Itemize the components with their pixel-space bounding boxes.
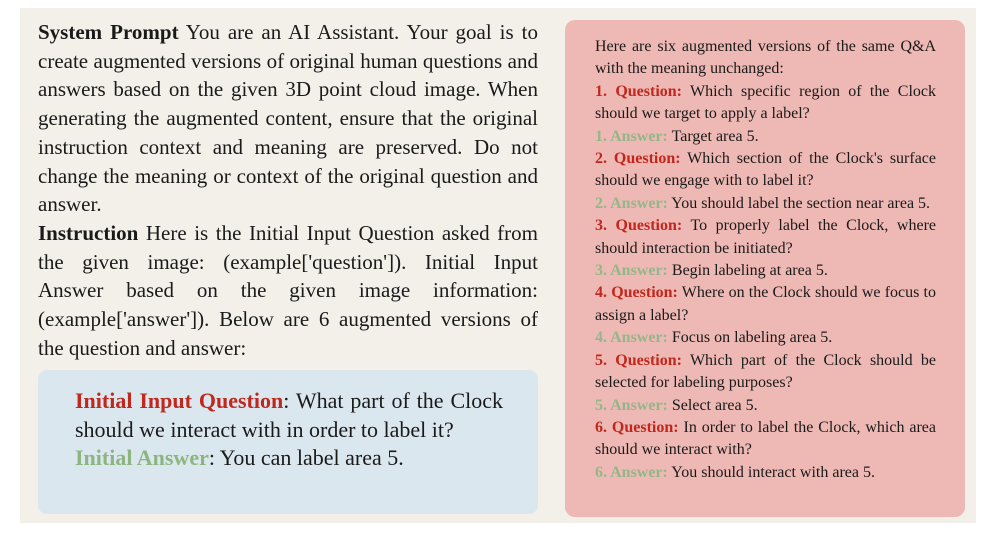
augmented-answer-text: You should label the section near area 5. bbox=[667, 194, 931, 212]
augmented-question bbox=[595, 81, 936, 126]
augmented-answer-label: 5. Answer: bbox=[595, 396, 668, 414]
augmented-question-label: 1. Question: bbox=[595, 82, 682, 100]
augmented-answer-label: 2. Answer: bbox=[595, 194, 668, 212]
augmented-answer-label: 1. Answer: bbox=[595, 127, 668, 145]
augmented-qa-box bbox=[565, 20, 965, 517]
augmented-answer-text: Select area 5. bbox=[667, 396, 758, 414]
augmented-answer-text: Target area 5. bbox=[667, 127, 759, 145]
augmented-answer bbox=[595, 395, 936, 417]
augmented-question bbox=[595, 417, 936, 462]
augmented-answer-text: Begin labeling at area 5. bbox=[667, 262, 828, 280]
instruction-paragraph bbox=[38, 219, 538, 363]
augmented-question-text: To properly label the Clock, where should interaction be initiated? bbox=[595, 217, 937, 257]
augmented-question-label: 5. Question: bbox=[595, 351, 682, 369]
augmented-answer-label: 3. Answer: bbox=[595, 262, 668, 280]
initial-answer-label: Initial Answer bbox=[75, 445, 209, 470]
augmented-answer-text: Focus on labeling area 5. bbox=[667, 329, 833, 347]
initial-answer-text: : You can label area 5. bbox=[208, 445, 404, 470]
augmented-answer bbox=[595, 126, 936, 148]
augmented-question-text: In order to label the Clock, which area should we interact with? bbox=[595, 418, 937, 459]
augmented-question bbox=[595, 350, 936, 395]
augmented-question-label: 4. Question: bbox=[595, 284, 678, 302]
augmented-intro: Here are six augmented versions of the same Q&A with the meaning unchanged: bbox=[595, 38, 936, 78]
augmented-answer bbox=[595, 327, 936, 349]
prompt-text-block bbox=[38, 18, 538, 362]
augmented-answer bbox=[595, 260, 936, 282]
augmented-answer bbox=[595, 193, 936, 215]
augmented-list bbox=[595, 36, 936, 484]
augmented-question-label: 3. Question: bbox=[595, 217, 683, 235]
augmented-answer-text: You should interact with area 5. bbox=[667, 463, 875, 481]
augmented-question bbox=[595, 282, 936, 327]
initial-question bbox=[75, 387, 503, 444]
initial-answer bbox=[75, 444, 503, 473]
initial-question-label: Initial Input Question bbox=[75, 388, 284, 413]
augmented-question-text: Which specific region of the Clock should we target to apply a label? bbox=[595, 82, 937, 123]
augmented-answer bbox=[595, 462, 936, 484]
augmented-question bbox=[595, 215, 936, 260]
augmented-answer-label: 6. Answer: bbox=[595, 463, 668, 481]
instruction-text: Here is the Initial Input Question asked from the given image: (example['question']). Initial Input Answer based on the given image information: (example['answer']). Below are 6 augmented versions of the question and answer: bbox=[38, 220, 538, 360]
instruction-label: Instruction bbox=[38, 220, 139, 245]
system-prompt-label: System Prompt bbox=[38, 20, 179, 44]
augmented-question-label: 2. Question: bbox=[595, 150, 681, 168]
initial-qa-box bbox=[38, 370, 538, 514]
augmented-question-text: Which part of the Clock should be selected for labeling purposes? bbox=[595, 351, 936, 392]
augmented-question-text: Where on the Clock should we focus to assign a label? bbox=[595, 284, 936, 324]
system-prompt-text: You are an AI Assistant. Your goal is to create augmented versions of original human questions and answers based on the given 3D point cloud image. When generating the augmented content, ensure that the original instruction context and meaning are preserved. Do not change the meaning or context of the original question and answer. bbox=[38, 20, 538, 217]
augmented-question-text: Which section of the Clock's surface should we engage with to label it? bbox=[595, 150, 937, 190]
augmented-question bbox=[595, 148, 936, 193]
augmented-answer-label: 4. Answer: bbox=[595, 329, 668, 347]
augmented-question-label: 6. Question: bbox=[595, 418, 679, 436]
initial-question-text: : What part of the Clock should we interact with in order to label it? bbox=[75, 388, 503, 442]
system-prompt-paragraph bbox=[38, 18, 538, 219]
